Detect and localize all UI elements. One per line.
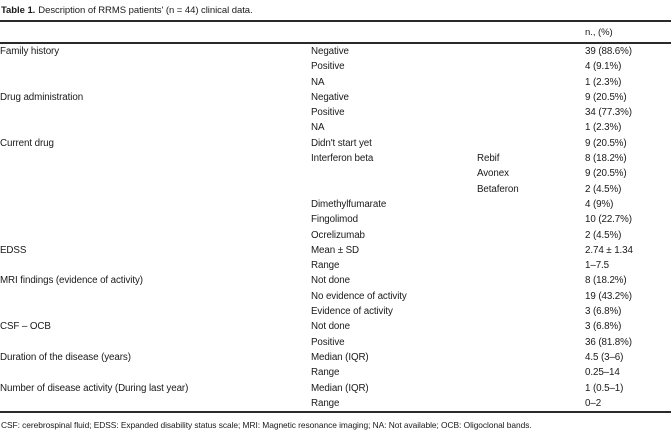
- table-row: [0, 197, 671, 212]
- cell-label: Positive: [311, 61, 345, 73]
- cell-label: NA: [311, 122, 325, 134]
- header-empty-sub: [477, 21, 585, 43]
- cell-label: Positive: [311, 336, 345, 348]
- cell-sub: [477, 304, 585, 319]
- cell-value: 1 (2.3%): [585, 76, 622, 88]
- cell-sub: [477, 243, 585, 258]
- cell-sub: [477, 136, 585, 151]
- table-row: [0, 105, 671, 120]
- cell-label: NA: [311, 76, 325, 88]
- cell-sub: [477, 59, 585, 74]
- cell-value: 3 (6.8%): [585, 306, 622, 318]
- cell-label: Didn't start yet: [311, 137, 372, 149]
- cell-label: Range: [311, 367, 340, 379]
- table-row: [0, 243, 671, 258]
- cell-category: [0, 228, 311, 243]
- cell-value: 9 (20.5%): [585, 168, 627, 180]
- cell-sub: [477, 197, 585, 212]
- cell-category: EDSS: [0, 244, 27, 256]
- cell-sub: [477, 289, 585, 304]
- cell-category: Drug administration: [0, 91, 84, 103]
- cell-category: CSF – OCB: [0, 321, 51, 333]
- cell-category: [0, 59, 311, 74]
- cell-value: 34 (77.3%): [585, 107, 632, 119]
- table-row: [0, 182, 671, 197]
- table-row: [0, 90, 671, 105]
- table-title: [0, 0, 671, 20]
- cell-sub: [477, 258, 585, 273]
- cell-sub: [477, 120, 585, 135]
- table-row: [0, 228, 671, 243]
- header-empty-category: [0, 21, 311, 43]
- cell-label: Not done: [311, 321, 350, 333]
- cell-category: [0, 335, 311, 350]
- cell-value: 2 (4.5%): [585, 229, 622, 241]
- cell-sub: [477, 365, 585, 380]
- cell-sub: Betaferon: [477, 183, 519, 195]
- cell-category: [0, 197, 311, 212]
- table-body: [0, 43, 671, 412]
- cell-category: Family history: [0, 46, 60, 57]
- cell-sub: Rebif: [477, 153, 500, 165]
- cell-value: 36 (81.8%): [585, 336, 632, 348]
- table-row: [0, 258, 671, 273]
- table-row: [0, 59, 671, 74]
- cell-value: 8 (18.2%): [585, 275, 627, 287]
- header-row: [0, 21, 671, 43]
- table-row: [0, 365, 671, 380]
- cell-label: Ocrelizumab: [311, 229, 365, 241]
- cell-value: 39 (88.6%): [585, 46, 632, 57]
- cell-value: 2 (4.5%): [585, 183, 622, 195]
- cell-value: 4 (9%): [585, 198, 614, 210]
- cell-sub: [477, 350, 585, 365]
- cell-label: Positive: [311, 107, 345, 119]
- cell-category: [0, 75, 311, 90]
- cell-label: Dimethylfumarate: [311, 198, 387, 210]
- cell-category: [0, 151, 311, 166]
- cell-label: Negative: [311, 91, 349, 103]
- cell-category: Duration of the disease (years): [0, 351, 131, 363]
- cell-sub: [477, 90, 585, 105]
- table-row: [0, 304, 671, 319]
- cell-value: 9 (20.5%): [585, 137, 627, 149]
- table-header: [0, 21, 671, 43]
- cell-label: Evidence of activity: [311, 306, 393, 318]
- table-row: [0, 350, 671, 365]
- table-row: [0, 136, 671, 151]
- cell-sub: [477, 381, 585, 396]
- table-row: [0, 273, 671, 288]
- cell-value: 1 (0.5–1): [585, 382, 624, 394]
- table-row: [0, 335, 671, 350]
- cell-category: [0, 304, 311, 319]
- table-row: [0, 120, 671, 135]
- table-title-label: Table 1.: [1, 5, 36, 16]
- table-row: [0, 151, 671, 166]
- cell-sub: [477, 43, 585, 59]
- table-row: [0, 319, 671, 334]
- cell-category: Current drug: [0, 137, 54, 149]
- cell-label: Range: [311, 260, 340, 272]
- table-row: [0, 289, 671, 304]
- cell-value: 8 (18.2%): [585, 153, 627, 165]
- cell-sub: [477, 273, 585, 288]
- cell-category: Number of disease activity (During last year): [0, 382, 189, 394]
- cell-value: 9 (20.5%): [585, 91, 627, 103]
- cell-value: 1–7.5: [585, 260, 610, 272]
- cell-value: 3 (6.8%): [585, 321, 622, 333]
- cell-value: 1 (2.3%): [585, 122, 622, 134]
- cell-label: Median (IQR): [311, 351, 369, 363]
- cell-sub: [477, 75, 585, 90]
- cell-category: [0, 212, 311, 227]
- cell-sub: Avonex: [477, 168, 509, 180]
- cell-label: [311, 182, 477, 197]
- cell-sub: [477, 335, 585, 350]
- cell-sub: [477, 396, 585, 412]
- cell-sub: [477, 319, 585, 334]
- cell-category: MRI findings (evidence of activity): [0, 275, 143, 287]
- cell-sub: [477, 105, 585, 120]
- table-title-text: Description of RRMS patients' (n = 44) clinical data.: [38, 5, 253, 16]
- cell-value: 0–2: [585, 397, 602, 409]
- cell-category: [0, 289, 311, 304]
- cell-category: [0, 365, 311, 380]
- clinical-data-table: [0, 20, 671, 413]
- cell-label: [311, 166, 477, 181]
- cell-value: 4.5 (3–6): [585, 351, 624, 363]
- cell-category: [0, 258, 311, 273]
- table-row: [0, 166, 671, 181]
- cell-category: [0, 105, 311, 120]
- cell-label: Mean ± SD: [311, 244, 360, 256]
- cell-label: Negative: [311, 46, 349, 57]
- abbreviations-footnote: CSF: cerebrospinal fluid; EDSS: Expanded disability status scale; MRI: Magnetic resonance imaging; NA: Not available; OCB: Oligoclonal bands.: [1, 420, 532, 431]
- cell-category: [0, 182, 311, 197]
- cell-label: Range: [311, 397, 340, 409]
- cell-value: 19 (43.2%): [585, 290, 632, 302]
- cell-label: No evidence of activity: [311, 290, 407, 302]
- cell-category: [0, 166, 311, 181]
- cell-sub: [477, 212, 585, 227]
- header-empty-label: [311, 21, 477, 43]
- cell-category: [0, 396, 311, 412]
- table-row: [0, 396, 671, 412]
- cell-label: Interferon beta: [311, 153, 374, 165]
- header-n-pct: n., (%): [585, 21, 671, 43]
- cell-category: [0, 120, 311, 135]
- cell-label: Fingolimod: [311, 214, 358, 226]
- cell-value: 10 (22.7%): [585, 214, 632, 226]
- cell-sub: [477, 228, 585, 243]
- table-row: [0, 43, 671, 59]
- cell-value: 0.25–14: [585, 367, 620, 379]
- table-row: [0, 381, 671, 396]
- cell-label: Median (IQR): [311, 382, 369, 394]
- table-row: [0, 212, 671, 227]
- cell-label: Not done: [311, 275, 350, 287]
- cell-value: 4 (9.1%): [585, 61, 622, 73]
- cell-value: 2.74 ± 1.34: [585, 244, 633, 256]
- table-row: [0, 75, 671, 90]
